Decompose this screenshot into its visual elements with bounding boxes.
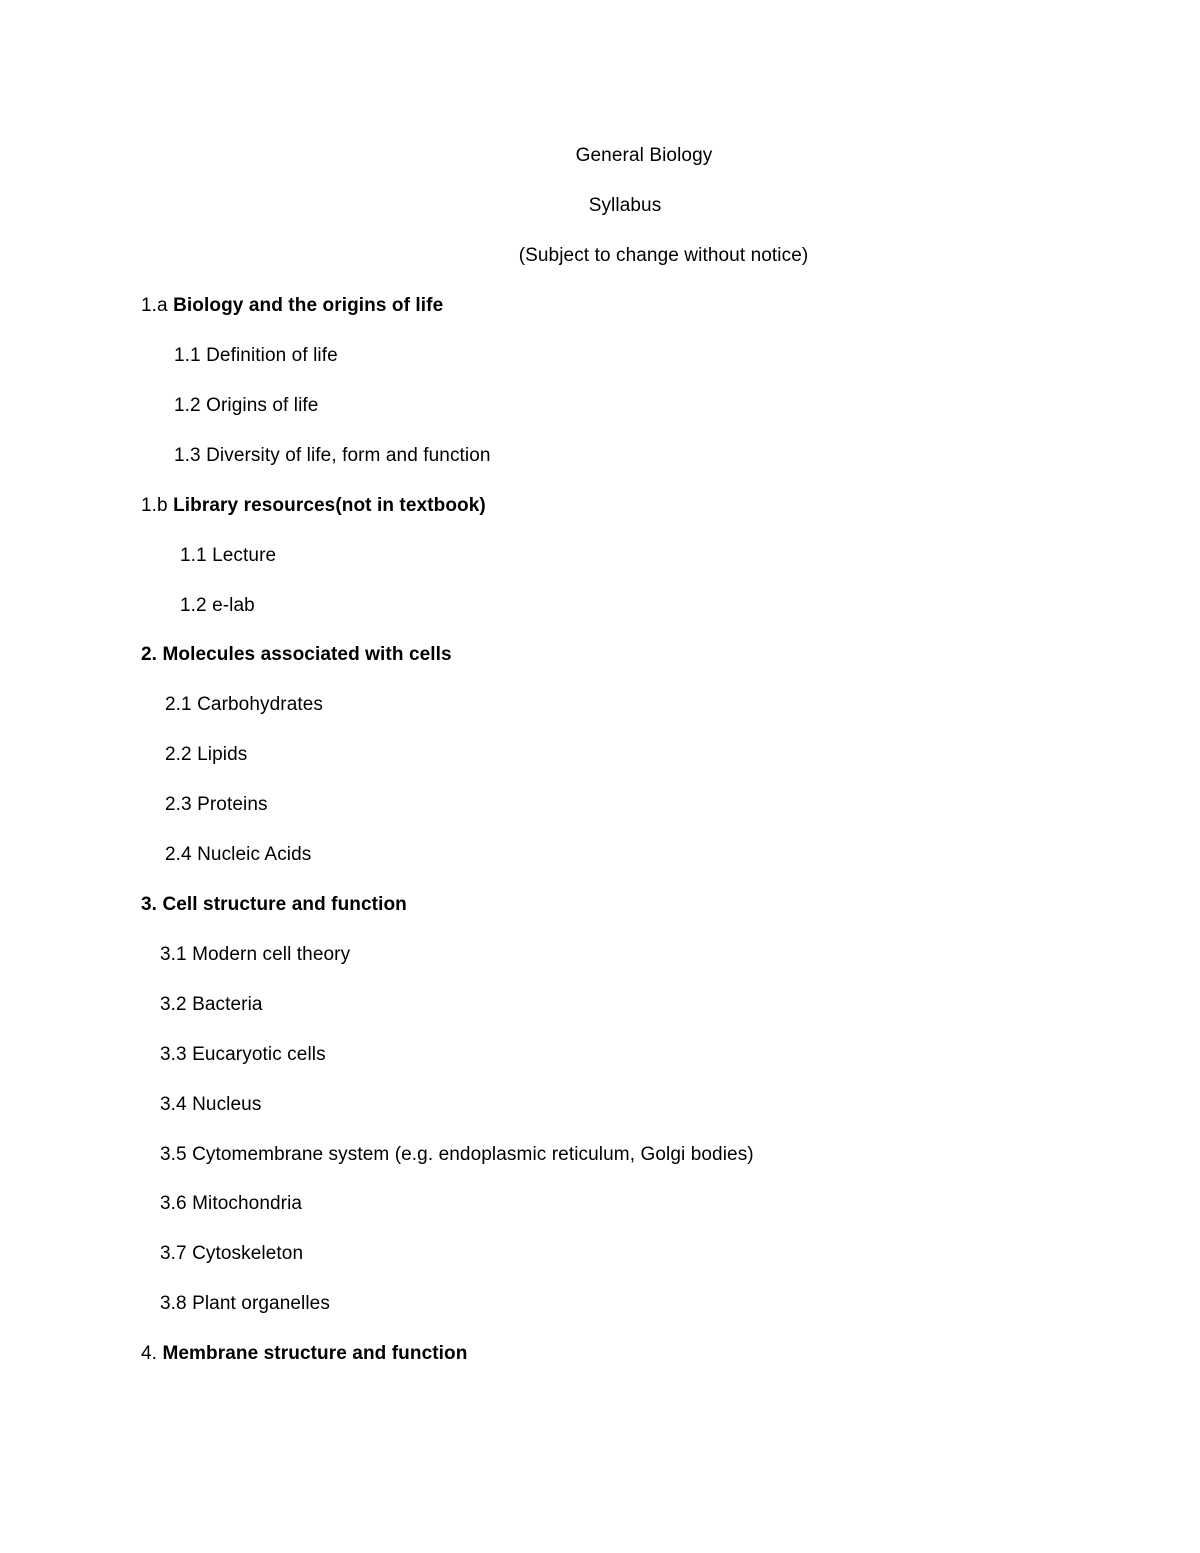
- section-heading-4: [141, 1342, 467, 1366]
- section-heading-2: [141, 643, 452, 667]
- section-number: 1.b: [141, 495, 174, 516]
- list-item: 3.5 Cytomembrane system (e.g. endoplasmic reticulum, Golgi bodies): [160, 1144, 754, 1165]
- document-subtitle: Syllabus: [588, 195, 662, 216]
- list-item: 3.2 Bacteria: [160, 994, 263, 1015]
- section-number: 3.: [141, 894, 158, 915]
- list-item: 3.8 Plant organelles: [160, 1293, 330, 1314]
- list-item: 2.1 Carbohydrates: [165, 694, 324, 715]
- section-title: Biology and the origins of life: [173, 295, 444, 316]
- list-item: 1.2 e-lab: [180, 595, 255, 616]
- list-item: 3.4 Nucleus: [160, 1094, 262, 1115]
- list-item: 1.3 Diversity of life, form and function: [174, 445, 491, 466]
- section-number: 2.: [141, 644, 158, 665]
- list-item: 2.2 Lipids: [165, 744, 248, 765]
- section-heading-3: [141, 893, 407, 917]
- list-item: 3.7 Cytoskeleton: [160, 1243, 304, 1264]
- list-item: 3.1 Modern cell theory: [160, 944, 351, 965]
- list-item: 1.2 Origins of life: [174, 395, 319, 416]
- section-number: 4.: [141, 1343, 158, 1364]
- section-title: Molecules associated with cells: [162, 644, 452, 665]
- document-title: General Biology: [575, 145, 713, 166]
- list-item: 2.4 Nucleic Acids: [165, 844, 312, 865]
- list-item: 1.1 Definition of life: [174, 345, 338, 366]
- section-title: Cell structure and function: [162, 894, 407, 915]
- document-note: (Subject to change without notice): [518, 245, 809, 266]
- list-item: 3.6 Mitochondria: [160, 1193, 303, 1214]
- section-number: 1.a: [141, 295, 168, 316]
- list-item: 2.3 Proteins: [165, 794, 268, 815]
- list-item: 1.1 Lecture: [180, 545, 277, 566]
- section-heading-1a: [141, 294, 443, 318]
- section-title: Library resources(not in textbook): [173, 495, 486, 516]
- list-item: 3.3 Eucaryotic cells: [160, 1044, 326, 1065]
- section-heading-1b: [141, 494, 486, 518]
- section-title: Membrane structure and function: [162, 1343, 468, 1364]
